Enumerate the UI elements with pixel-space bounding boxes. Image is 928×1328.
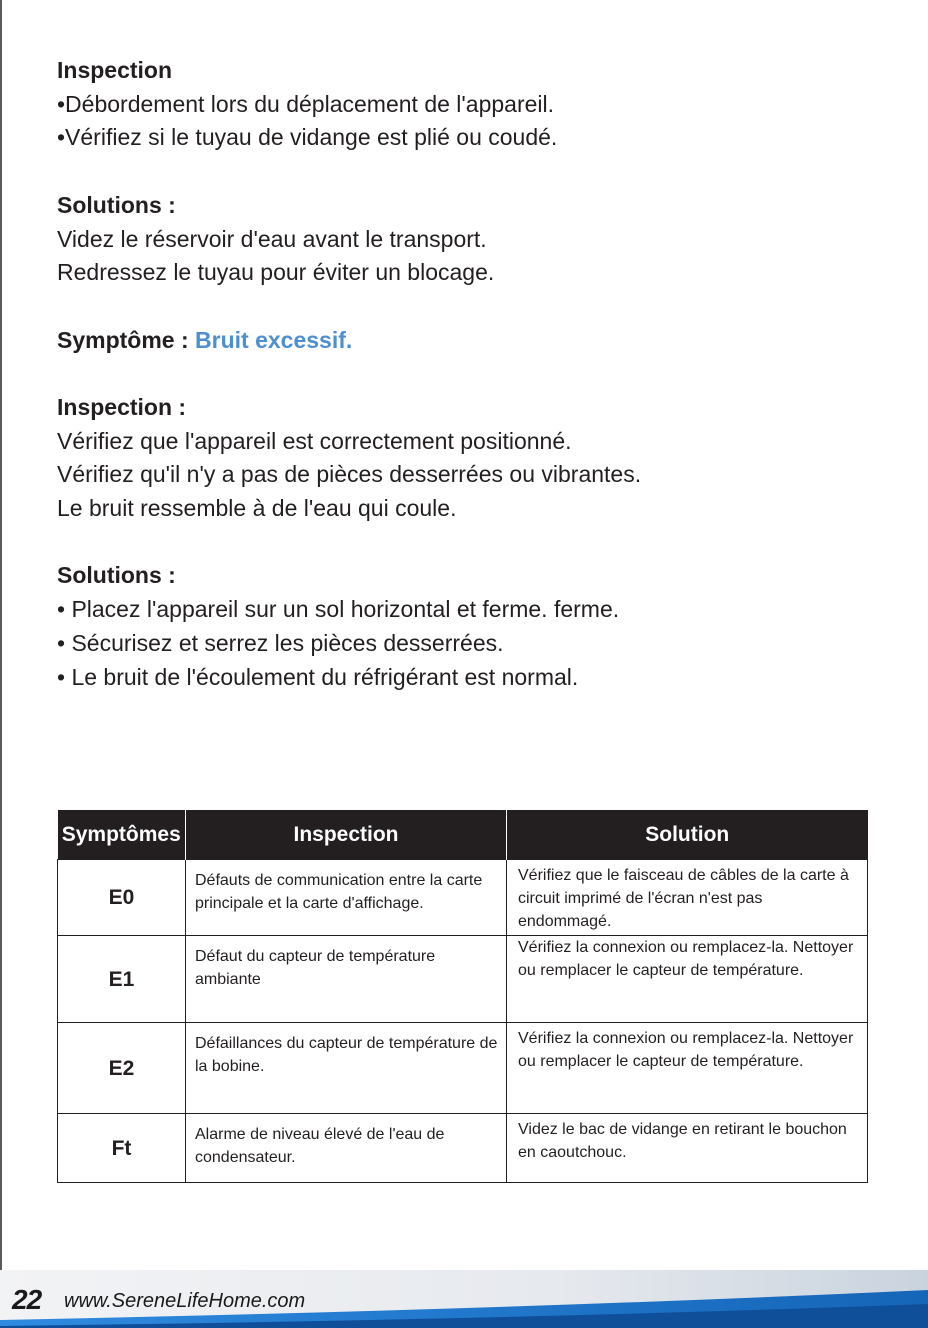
table-row xyxy=(58,1023,868,1114)
inspection-cell: Défauts de communication entre la carte principale et la carte d'affichage. xyxy=(186,860,507,936)
error-code-table xyxy=(57,810,868,1183)
spacer xyxy=(57,357,877,391)
section-heading xyxy=(57,324,877,358)
line-text: Inspection xyxy=(57,57,173,83)
spacer xyxy=(57,290,877,324)
table-row xyxy=(58,936,868,1023)
line-text: Vérifiez que l'appareil est correctement positionné. xyxy=(57,427,572,454)
line-text: Inspection : xyxy=(57,393,187,420)
line-text: Symptôme : xyxy=(57,326,196,353)
body-line xyxy=(57,88,877,122)
table-row xyxy=(58,860,868,936)
solution-cell: Videz le bac de vidange en retirant le bouchon en caoutchouc. xyxy=(507,1114,868,1183)
line-text: • Le bruit de l'écoulement du réfrigérant est normal. xyxy=(57,663,579,690)
body-line xyxy=(57,492,877,526)
header-symptoms: Symptômes xyxy=(58,810,186,860)
table-row xyxy=(58,1114,868,1183)
inspection-cell: Défaut du capteur de température ambiante xyxy=(186,936,507,1023)
line-text: Solutions : xyxy=(57,562,176,589)
line-text: Redressez le tuyau pour éviter un blocage. xyxy=(57,259,495,286)
error-code: E1 xyxy=(58,936,186,1023)
body-text xyxy=(57,54,877,694)
body-line xyxy=(57,458,877,492)
symptom-name: Bruit excessif. xyxy=(195,326,353,353)
body-line xyxy=(57,223,877,257)
error-code: E2 xyxy=(58,1023,186,1114)
line-text: • Placez l'appareil sur un sol horizontal et ferme. ferme. xyxy=(57,596,620,623)
section-heading xyxy=(57,559,877,593)
line-text: Videz le réservoir d'eau avant le transport. xyxy=(57,225,487,252)
section-heading xyxy=(57,189,877,223)
header-inspection: Inspection xyxy=(186,810,507,860)
solution-cell: Vérifiez la connexion ou remplacez-la. Nettoyer ou remplacer le capteur de température. xyxy=(507,1023,868,1114)
line-text: Solutions : xyxy=(57,191,176,218)
spacer xyxy=(57,526,877,560)
error-code: Ft xyxy=(58,1114,186,1183)
section-heading xyxy=(57,54,877,88)
body-line xyxy=(57,256,877,290)
inspection-cell: Alarme de niveau élevé de l'eau de condensateur. xyxy=(186,1114,507,1183)
table-header-row xyxy=(58,810,868,860)
page-footer xyxy=(0,1270,928,1328)
body-line xyxy=(57,627,877,661)
solution-cell: Vérifiez que le faisceau de câbles de la carte à circuit imprimé de l'écran n'est pas endommagé. xyxy=(507,860,868,936)
page-left-border xyxy=(0,0,2,1328)
body-line xyxy=(57,425,877,459)
page-number: 22 xyxy=(12,1284,42,1315)
solution-cell: Vérifiez la connexion ou remplacez-la. Nettoyer ou remplacer le capteur de température. xyxy=(507,936,868,1023)
header-solution: Solution xyxy=(507,810,868,860)
error-code: E0 xyxy=(58,860,186,936)
website-text: www.SereneLifeHome.com xyxy=(64,1290,306,1312)
body-line xyxy=(57,661,877,695)
line-text: •Vérifiez si le tuyau de vidange est plié ou coudé. xyxy=(57,124,558,151)
line-text: Le bruit ressemble à de l'eau qui coule. xyxy=(57,495,457,522)
inspection-cell: Défaillances du capteur de température de la bobine. xyxy=(186,1023,507,1114)
line-text: • Sécurisez et serrez les pièces desserrées. xyxy=(57,629,504,656)
body-line xyxy=(57,593,877,627)
section-heading xyxy=(57,391,877,425)
line-text: Vérifiez qu'il n'y a pas de pièces desserrées ou vibrantes. xyxy=(57,461,642,488)
line-text: •Débordement lors du déplacement de l'appareil. xyxy=(57,90,555,117)
body-line xyxy=(57,121,877,155)
spacer xyxy=(57,155,877,189)
